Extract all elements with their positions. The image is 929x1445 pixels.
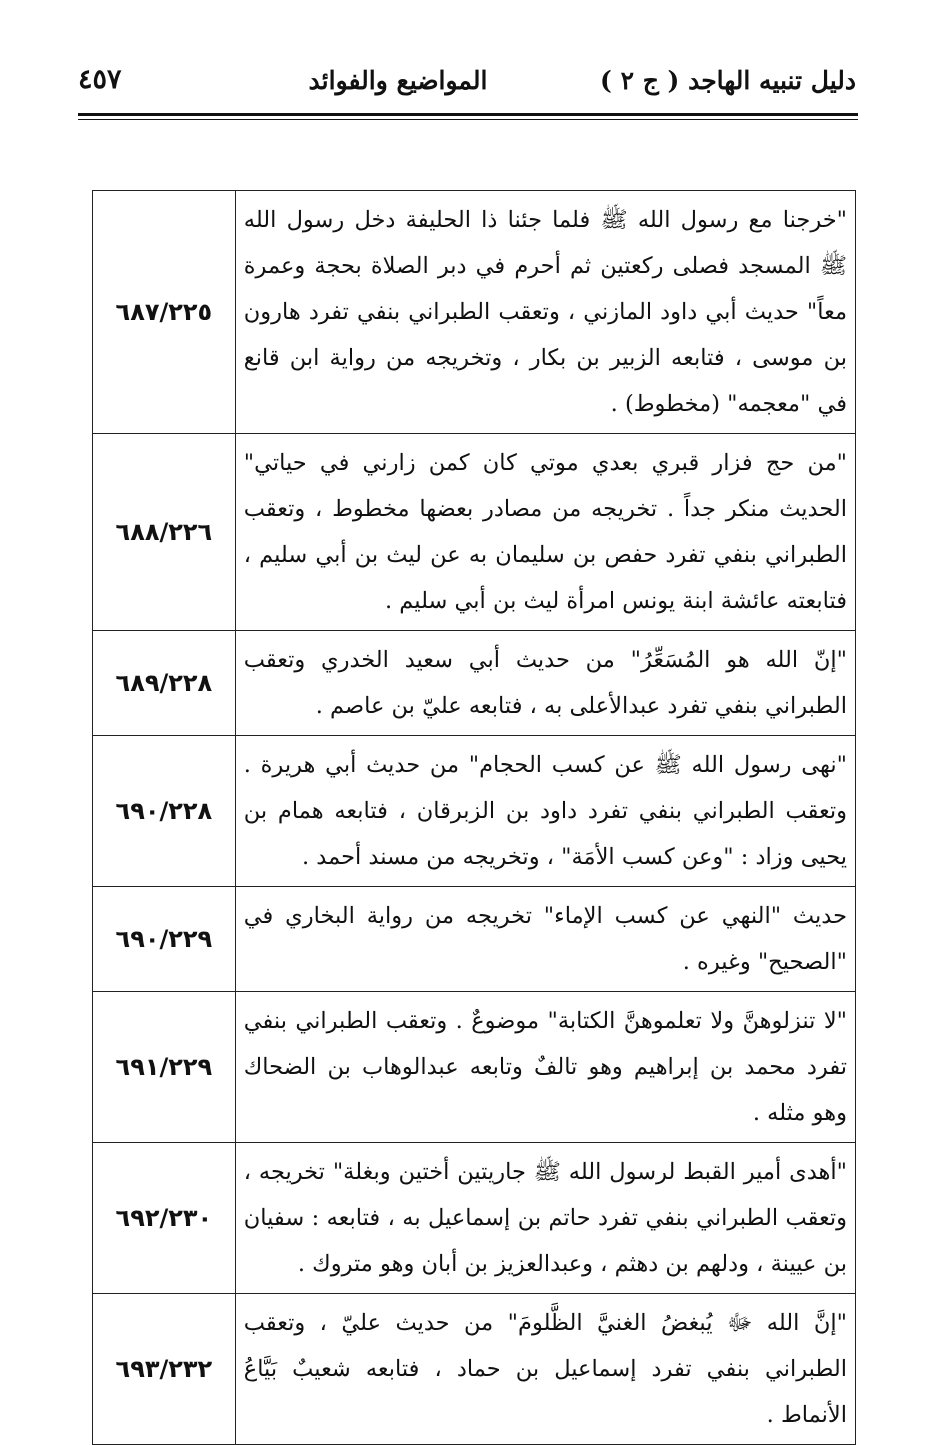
page-header	[78, 62, 856, 102]
table-row	[93, 992, 856, 1143]
entry-reference: ٦٩٠/٢٢٨	[93, 736, 236, 887]
entry-text: "من حج فزار قبري بعدي موتي كان كمن زارني في حياتي" الحديث منكر جداً . تخريجه من مصادر بعضها مخطوط ، وتعقب الطبراني بنفي تفرد حفص بن سليمان به عن ليث بن أبي سليم ، فتابعته عائشة ابنة يونس امرأة ليث بن أبي سليم .	[235, 434, 855, 631]
entry-text: "خرجنا مع رسول الله ﷺ فلما جئنا ذا الحليفة دخل رسول الله ﷺ المسجد فصلى ركعتين ثم أحرم في دبر الصلاة بحجة وعمرة معاً" حديث أبي داود المازني ، وتعقب الطبراني بنفي تفرد هارون بن موسى ، فتابعه الزبير بن بكار ، وتخريجه من رواية ابن قانع في "معجمه" (مخطوط) .	[235, 191, 855, 434]
entry-reference: ٦٩٢/٢٣٠	[93, 1143, 236, 1294]
entry-reference: ٦٩١/٢٢٩	[93, 992, 236, 1143]
entry-reference: ٦٨٧/٢٢٥	[93, 191, 236, 434]
book-title: دليل تنبيه الهاجد ( ج ٢ )	[600, 66, 856, 95]
entry-text: "إنّ الله هو المُسَعِّرُ" من حديث أبي سعيد الخدري وتعقب الطبراني بنفي تفرد عبدالأعلى به ، فتابعه عليّ بن عاصم .	[235, 631, 855, 736]
entries-table	[92, 190, 856, 1445]
entry-text: "نهى رسول الله ﷺ عن كسب الحجام" من حديث أبي هريرة . وتعقب الطبراني بنفي تفرد داود بن الزبرقان ، فتابعه همام بن يحيى وزاد : "وعن كسب الأمَة" ، وتخريجه من مسند أحمد .	[235, 736, 855, 887]
table-row	[93, 191, 856, 434]
table-row	[93, 887, 856, 992]
table-row	[93, 631, 856, 736]
entry-text: "لا تنزلوهنَّ ولا تعلموهنَّ الكتابة" موضوعٌ . وتعقب الطبراني بنفي تفرد محمد بن إبراهيم وهو تالفٌ وتابعه عبدالوهاب بن الضحاك وهو مثله .	[235, 992, 855, 1143]
entry-reference: ٦٨٩/٢٢٨	[93, 631, 236, 736]
entry-reference: ٦٩٣/٢٣٢	[93, 1294, 236, 1445]
table-row	[93, 736, 856, 887]
header-rule-thin	[78, 119, 858, 120]
entry-text: "إنَّ الله ﷻ يُبغضُ الغنيَّ الظَّلومَ" من حديث عليّ ، وتعقب الطبراني بنفي تفرد إسماعيل بن حماد ، فتابعه شعيبٌ بَيَّاعُ الأنماط .	[235, 1294, 855, 1445]
table-row	[93, 434, 856, 631]
section-title: المواضيع والفوائد	[308, 66, 488, 95]
entry-text: "أهدى أمير القبط لرسول الله ﷺ جاريتين أختين وبغلة" تخريجه ، وتعقب الطبراني بنفي تفرد حاتم بن إسماعيل به ، فتابعه : سفيان بن عيينة ، ودلهم بن دهثم ، وعبدالعزيز بن أبان وهو متروك .	[235, 1143, 855, 1294]
entry-reference: ٦٩٠/٢٢٩	[93, 887, 236, 992]
header-rule-thick	[78, 113, 858, 116]
table-row	[93, 1294, 856, 1445]
table-row	[93, 1143, 856, 1294]
entry-reference: ٦٨٨/٢٢٦	[93, 434, 236, 631]
entry-text: حديث "النهي عن كسب الإماء" تخريجه من رواية البخاري في "الصحيح" وغيره .	[235, 887, 855, 992]
page-number: ٤٥٧	[78, 64, 122, 95]
